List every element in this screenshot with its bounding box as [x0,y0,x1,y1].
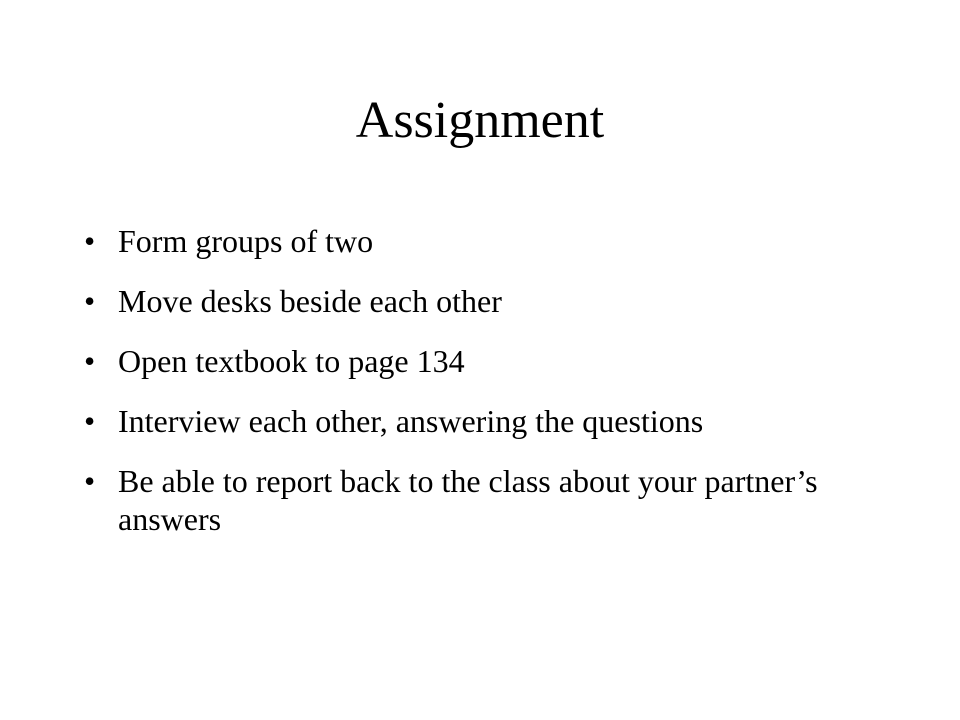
bullet-text: Interview each other, answering the questions [118,403,704,439]
bullet-text: Be able to report back to the class about your partner’s answers [118,463,818,537]
bullet-dot-icon: • [84,343,96,379]
bullet-dot-icon: • [84,463,96,499]
bullet-text: Open textbook to page 134 [118,343,465,379]
slide-title: Assignment [355,92,605,149]
bullet-dot-icon: • [84,403,96,439]
bullet-item [84,342,884,380]
bullet-dot-icon: • [84,223,96,259]
bullet-item [84,402,884,440]
bullet-item [84,222,884,260]
bullet-item [84,282,884,320]
bullet-dot-icon: • [84,283,96,319]
bullet-text: Form groups of two [118,223,374,259]
bullet-item [84,462,884,538]
bullet-list [84,222,884,560]
bullet-text: Move desks beside each other [118,283,502,319]
